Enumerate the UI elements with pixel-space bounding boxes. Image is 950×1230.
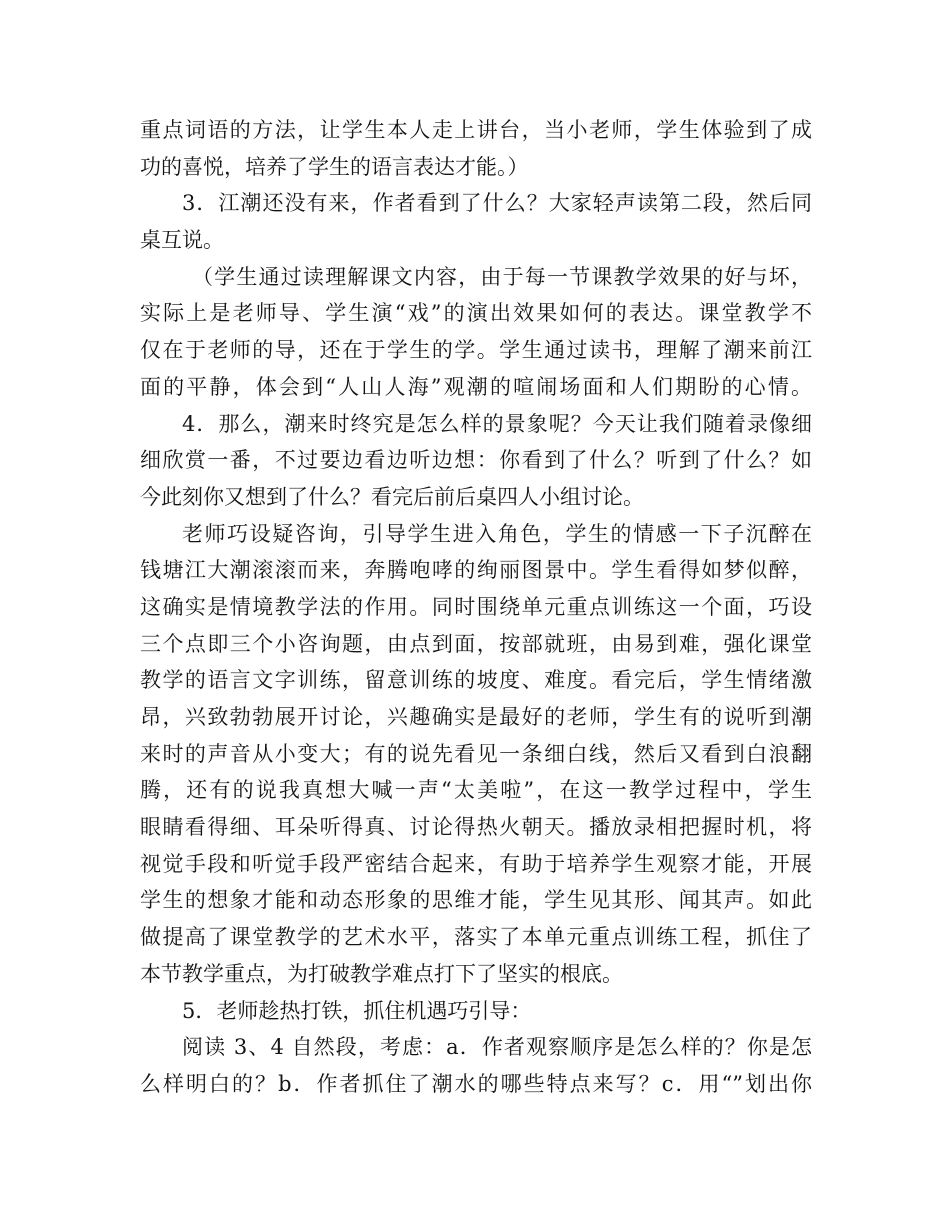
paragraph: [140, 1029, 812, 1102]
text-line: 3．江潮还没有来，作者看到了什么？大家轻声读第二段，然后同: [182, 191, 812, 216]
text-line: 4．那么，潮来时终究是怎么样的景象呢？今天让我们随着录像细: [182, 411, 812, 436]
text-line: 视觉手段和听觉手段严密结合起来，有助于培养学生观察才能，开展: [140, 851, 812, 876]
text-line: 面的平静，体会到“人山人海”观潮的喧闹场面和人们期盼的心情。: [140, 374, 812, 399]
text-line: 眼睛看得细、耳朵听得真、讨论得热火朝天。播放录相把握时机，将: [140, 815, 812, 840]
text-line: 教学的语言文字训练，留意训练的坡度、难度。看完后，学生情绪激: [140, 668, 812, 693]
text-line: 阅读 3、4 自然段，考虑：a．作者观察顺序是怎么样的？你是怎: [182, 1035, 812, 1060]
text-line: （学生通过读理解课文内容，由于每一节课教学效果的好与坏，: [192, 264, 812, 289]
paragraph: [140, 406, 812, 516]
paragraph: [140, 516, 812, 993]
text-line: 本节教学重点，为打破教学难点打下了坚实的根底。: [140, 961, 623, 986]
text-line: 学生的想象才能和动态形象的思维才能，学生见其形、闻其声。如此: [140, 888, 812, 913]
text-line: 实际上是老师导、学生演“戏”的演出效果如何的表达。课堂教学不: [140, 301, 812, 326]
text-line: 仅在于老师的导，还在于学生的学。学生通过读书，理解了潮来前江: [140, 338, 812, 363]
text-line: 昂，兴致勃勃展开讨论，兴趣确实是最好的老师，学生有的说听到潮: [140, 705, 812, 729]
text-line: 5．老师趁热打铁，抓住机遇巧引导：: [182, 998, 532, 1023]
text-line: 来时的声音从小变大；有的说先看见一条细白线，然后又看到白浪翻: [140, 741, 812, 766]
text-line: 细欣赏一番，不过要边看边听边想：你看到了什么？听到了什么？如: [140, 448, 812, 473]
paragraph: [140, 259, 812, 406]
text-line: 钱塘江大潮滚滚而来，奔腾咆哮的绚丽图景中。学生看得如梦似醉，: [140, 558, 812, 583]
text-line: 今此刻你又想到了什么？看完后前后桌四人小组讨论。: [140, 484, 644, 509]
text-line: 做提高了课堂教学的艺术水平，落实了本单元重点训练工程，抓住了: [140, 925, 812, 950]
text-line: 桌互说。: [140, 228, 224, 253]
text-line: 三个点即三个小咨询题，由点到面，按部就班，由易到难，强化课堂: [140, 631, 812, 656]
paragraph: [140, 112, 812, 185]
text-line: 这确实是情境教学法的作用。同时围绕单元重点训练这一个面，巧设: [140, 594, 812, 619]
text-line: 老师巧设疑咨询，引导学生进入角色，学生的情感一下子沉醉在: [182, 521, 812, 546]
paragraph: [140, 185, 812, 258]
document-body: [140, 112, 812, 1103]
paragraph: [140, 993, 812, 1030]
text-line: 腾，还有的说我真想大喊一声“太美啦”，在这一教学过程中，学生: [140, 778, 812, 803]
text-line: 重点词语的方法，让学生本人走上讲台，当小老师，学生体验到了成: [140, 118, 812, 142]
text-line: 么样明白的？b．作者抓住了潮水的哪些特点来写？c．用“”划出你: [140, 1071, 812, 1096]
text-line: 功的喜悦，培养了学生的语言表达才能。）: [140, 154, 529, 179]
